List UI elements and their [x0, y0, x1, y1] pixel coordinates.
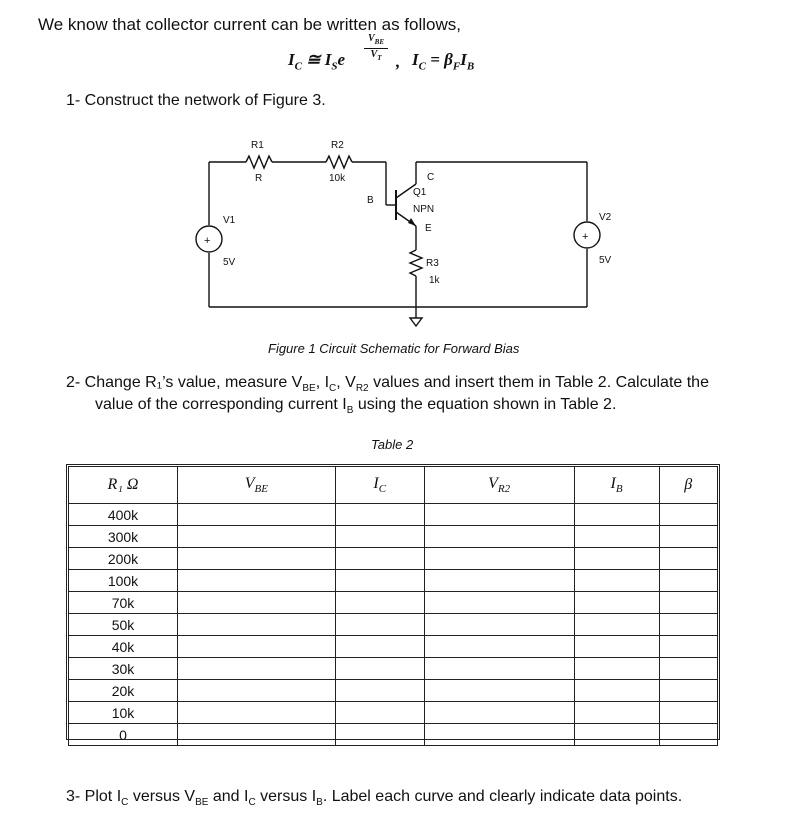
ground-symbol: [410, 318, 422, 326]
v1-name: V1: [223, 215, 236, 226]
vr2-empty-cell[interactable]: [424, 504, 574, 526]
step-2-part-c: , V: [336, 374, 356, 391]
step-3-be-sub: BE: [195, 797, 209, 809]
ic-empty-cell[interactable]: [335, 548, 424, 570]
vr2-empty-cell[interactable]: [424, 680, 574, 702]
ic-empty-cell[interactable]: [335, 526, 424, 548]
ib-empty-cell[interactable]: [574, 680, 659, 702]
table-row: [69, 570, 718, 592]
step-3-text: [66, 788, 682, 808]
beta-empty-cell[interactable]: [659, 504, 717, 526]
ic-symbol: I: [288, 50, 295, 69]
vr2-empty-cell[interactable]: [424, 658, 574, 680]
exp-den: V: [370, 49, 378, 60]
r3-value: 1k: [429, 275, 440, 286]
step-2-line-2: [95, 396, 616, 416]
beta-empty-cell[interactable]: [659, 724, 717, 746]
vbe-empty-cell[interactable]: [178, 504, 336, 526]
header-beta-text: β: [684, 476, 693, 493]
ib-empty-cell[interactable]: [574, 636, 659, 658]
vbe-empty-cell[interactable]: [178, 548, 336, 570]
exp-num: V: [367, 33, 375, 44]
header-beta: [659, 467, 717, 504]
table-row: [69, 680, 718, 702]
table-row: [69, 504, 718, 526]
ic-empty-cell[interactable]: [335, 614, 424, 636]
vr2-empty-cell[interactable]: [424, 592, 574, 614]
ic-empty-cell[interactable]: [335, 636, 424, 658]
ib-empty-cell[interactable]: [574, 570, 659, 592]
header-ic-text: I: [373, 474, 379, 492]
step-2-b-sub: B: [346, 405, 354, 417]
step-3-part-c: and I: [208, 788, 249, 805]
vbe-empty-cell[interactable]: [178, 636, 336, 658]
vbe-empty-cell[interactable]: [178, 614, 336, 636]
step-2-c-sub: C: [329, 383, 337, 395]
beta-empty-cell[interactable]: [659, 680, 717, 702]
transistor-name: Q1: [413, 187, 427, 198]
v2-plus: +: [582, 231, 589, 243]
step-3-part-a: 3- Plot I: [66, 788, 122, 805]
r3-name: R3: [426, 258, 439, 269]
vbe-empty-cell[interactable]: [178, 724, 336, 746]
r1-name: R1: [251, 140, 264, 151]
figure-caption: Figure 1 Circuit Schematic for Forward Bias: [268, 341, 520, 356]
table-row: [69, 614, 718, 636]
r1-value-cell: 300k: [69, 526, 178, 548]
ic-empty-cell[interactable]: [335, 702, 424, 724]
exponent-fraction: [364, 33, 388, 64]
step-2-part-d: values and insert them in Table 2. Calculate the: [368, 374, 709, 391]
table-row: [69, 526, 718, 548]
r1-value-cell: 50k: [69, 614, 178, 636]
step-2-vbe-sub: BE: [302, 383, 316, 395]
header-vr2: [424, 467, 574, 504]
step-2-part-b: , I: [315, 374, 330, 391]
step-3-c2-sub: C: [248, 797, 256, 809]
r1-value-cell: 30k: [69, 658, 178, 680]
resistor-r1: [246, 156, 272, 168]
ib-empty-cell[interactable]: [574, 504, 659, 526]
r1-value-cell: 20k: [69, 680, 178, 702]
transistor-type: NPN: [413, 204, 435, 215]
ib-empty-cell[interactable]: [574, 548, 659, 570]
beta-subscript: F: [452, 60, 461, 73]
vbe-empty-cell[interactable]: [178, 570, 336, 592]
ic2-subscript: C: [418, 60, 426, 73]
resistor-r2: [326, 156, 352, 168]
header-vr2-text: V: [488, 474, 498, 492]
table-row: [69, 724, 718, 746]
beta-empty-cell[interactable]: [659, 658, 717, 680]
ic-empty-cell[interactable]: [335, 724, 424, 746]
v2-name: V2: [599, 212, 612, 223]
beta-empty-cell[interactable]: [659, 570, 717, 592]
v1-plus: +: [204, 235, 211, 247]
header-r1: [69, 467, 178, 504]
vr2-empty-cell[interactable]: [424, 724, 574, 746]
ib-empty-cell[interactable]: [574, 614, 659, 636]
vbe-empty-cell[interactable]: [178, 592, 336, 614]
vr2-empty-cell[interactable]: [424, 636, 574, 658]
table-caption: Table 2: [371, 437, 414, 452]
r1-value-cell: 200k: [69, 548, 178, 570]
step-2-part-a: 2- Change R₁’s value, measure V: [66, 374, 303, 391]
header-ic-sub: C: [378, 483, 387, 496]
emitter-arrow: [408, 218, 416, 226]
ic-subscript: C: [294, 60, 302, 73]
step-2-r2-sub: R2: [355, 383, 369, 395]
is-subscript: S: [331, 60, 338, 73]
header-ib-text: I: [610, 474, 616, 492]
resistor-r3: [410, 250, 422, 276]
measurement-table: [68, 466, 718, 746]
ic-empty-cell[interactable]: [335, 680, 424, 702]
ib-empty-cell[interactable]: [574, 702, 659, 724]
approx-sign: ≅: [306, 50, 321, 69]
vr2-empty-cell[interactable]: [424, 702, 574, 724]
ic-empty-cell[interactable]: [335, 658, 424, 680]
header-ic: [335, 467, 424, 504]
beta-empty-cell[interactable]: [659, 702, 717, 724]
intro-text: We know that collector current can be written as follows,: [38, 15, 461, 34]
v2-value: 5V: [599, 255, 612, 266]
exp-den-sub: T: [377, 54, 382, 62]
beta-symbol: β: [444, 50, 453, 69]
table-row: [69, 548, 718, 570]
step-2-part-f: using the equation shown in Table 2.: [353, 396, 617, 413]
table-row: [69, 636, 718, 658]
e-symbol: e: [337, 50, 346, 69]
r2-value: 10k: [329, 173, 346, 184]
vbe-empty-cell[interactable]: [178, 702, 336, 724]
vbe-empty-cell[interactable]: [178, 526, 336, 548]
equals-sign: =: [430, 50, 440, 69]
header-ib-sub: B: [615, 483, 623, 496]
step-3-part-e: . Label each curve and clearly indicate data points.: [322, 788, 683, 805]
r1-value-cell: 40k: [69, 636, 178, 658]
equation-comma: ,: [396, 52, 401, 71]
v1-value: 5V: [223, 257, 236, 268]
header-vr2-sub: R2: [497, 483, 511, 496]
exp-num-sub: BE: [374, 38, 384, 46]
beta-empty-cell[interactable]: [659, 614, 717, 636]
circuit-schematic: [180, 132, 640, 342]
equation-ic-beta: [412, 50, 474, 72]
step-2-line-1: [66, 374, 709, 394]
ib-subscript: B: [466, 60, 475, 73]
r2-name: R2: [331, 140, 344, 151]
beta-empty-cell[interactable]: [659, 526, 717, 548]
ic-empty-cell[interactable]: [335, 570, 424, 592]
header-vbe: [178, 467, 336, 504]
step-3-b-sub: B: [316, 797, 323, 809]
step-2-part-e: value of the corresponding current I: [95, 396, 347, 413]
vbe-empty-cell[interactable]: [178, 680, 336, 702]
base-label: B: [367, 195, 374, 206]
header-vbe-sub: BE: [254, 483, 268, 496]
ib-empty-cell[interactable]: [574, 592, 659, 614]
beta-empty-cell[interactable]: [659, 548, 717, 570]
r1-value-cell: 100k: [69, 570, 178, 592]
table-row: [69, 702, 718, 724]
ic2-symbol: I: [412, 50, 419, 69]
r1-value-cell: 0: [69, 724, 178, 746]
vr2-empty-cell[interactable]: [424, 570, 574, 592]
beta-empty-cell[interactable]: [659, 636, 717, 658]
ib-empty-cell[interactable]: [574, 658, 659, 680]
step-1-text: 1- Construct the network of Figure 3.: [66, 92, 326, 109]
r1-value-cell: 10k: [69, 702, 178, 724]
vr2-empty-cell[interactable]: [424, 548, 574, 570]
table-row: [69, 658, 718, 680]
r1-value: R: [255, 173, 263, 184]
ic-empty-cell[interactable]: [335, 592, 424, 614]
r1-value-cell: 70k: [69, 592, 178, 614]
equation-ic-exponential: [288, 50, 345, 72]
step-3-part-d: versus I: [255, 788, 317, 805]
step-3-part-b: versus V: [128, 788, 196, 805]
step-3-c1-sub: C: [121, 797, 129, 809]
vr2-empty-cell[interactable]: [424, 526, 574, 548]
collector-label: C: [427, 172, 435, 183]
vbe-empty-cell[interactable]: [178, 658, 336, 680]
header-r1-text: R₁ Ω: [107, 476, 139, 493]
r1-value-cell: 400k: [69, 504, 178, 526]
emitter-label: E: [425, 223, 432, 234]
ib-symbol: I: [460, 50, 467, 69]
is-symbol: I: [324, 50, 332, 69]
table-row: [69, 592, 718, 614]
beta-empty-cell[interactable]: [659, 592, 717, 614]
ib-empty-cell[interactable]: [574, 724, 659, 746]
header-ib: [574, 467, 659, 504]
table-header-row: [69, 467, 718, 504]
ic-empty-cell[interactable]: [335, 504, 424, 526]
vr2-empty-cell[interactable]: [424, 614, 574, 636]
ib-empty-cell[interactable]: [574, 526, 659, 548]
header-vbe-text: V: [244, 474, 255, 492]
